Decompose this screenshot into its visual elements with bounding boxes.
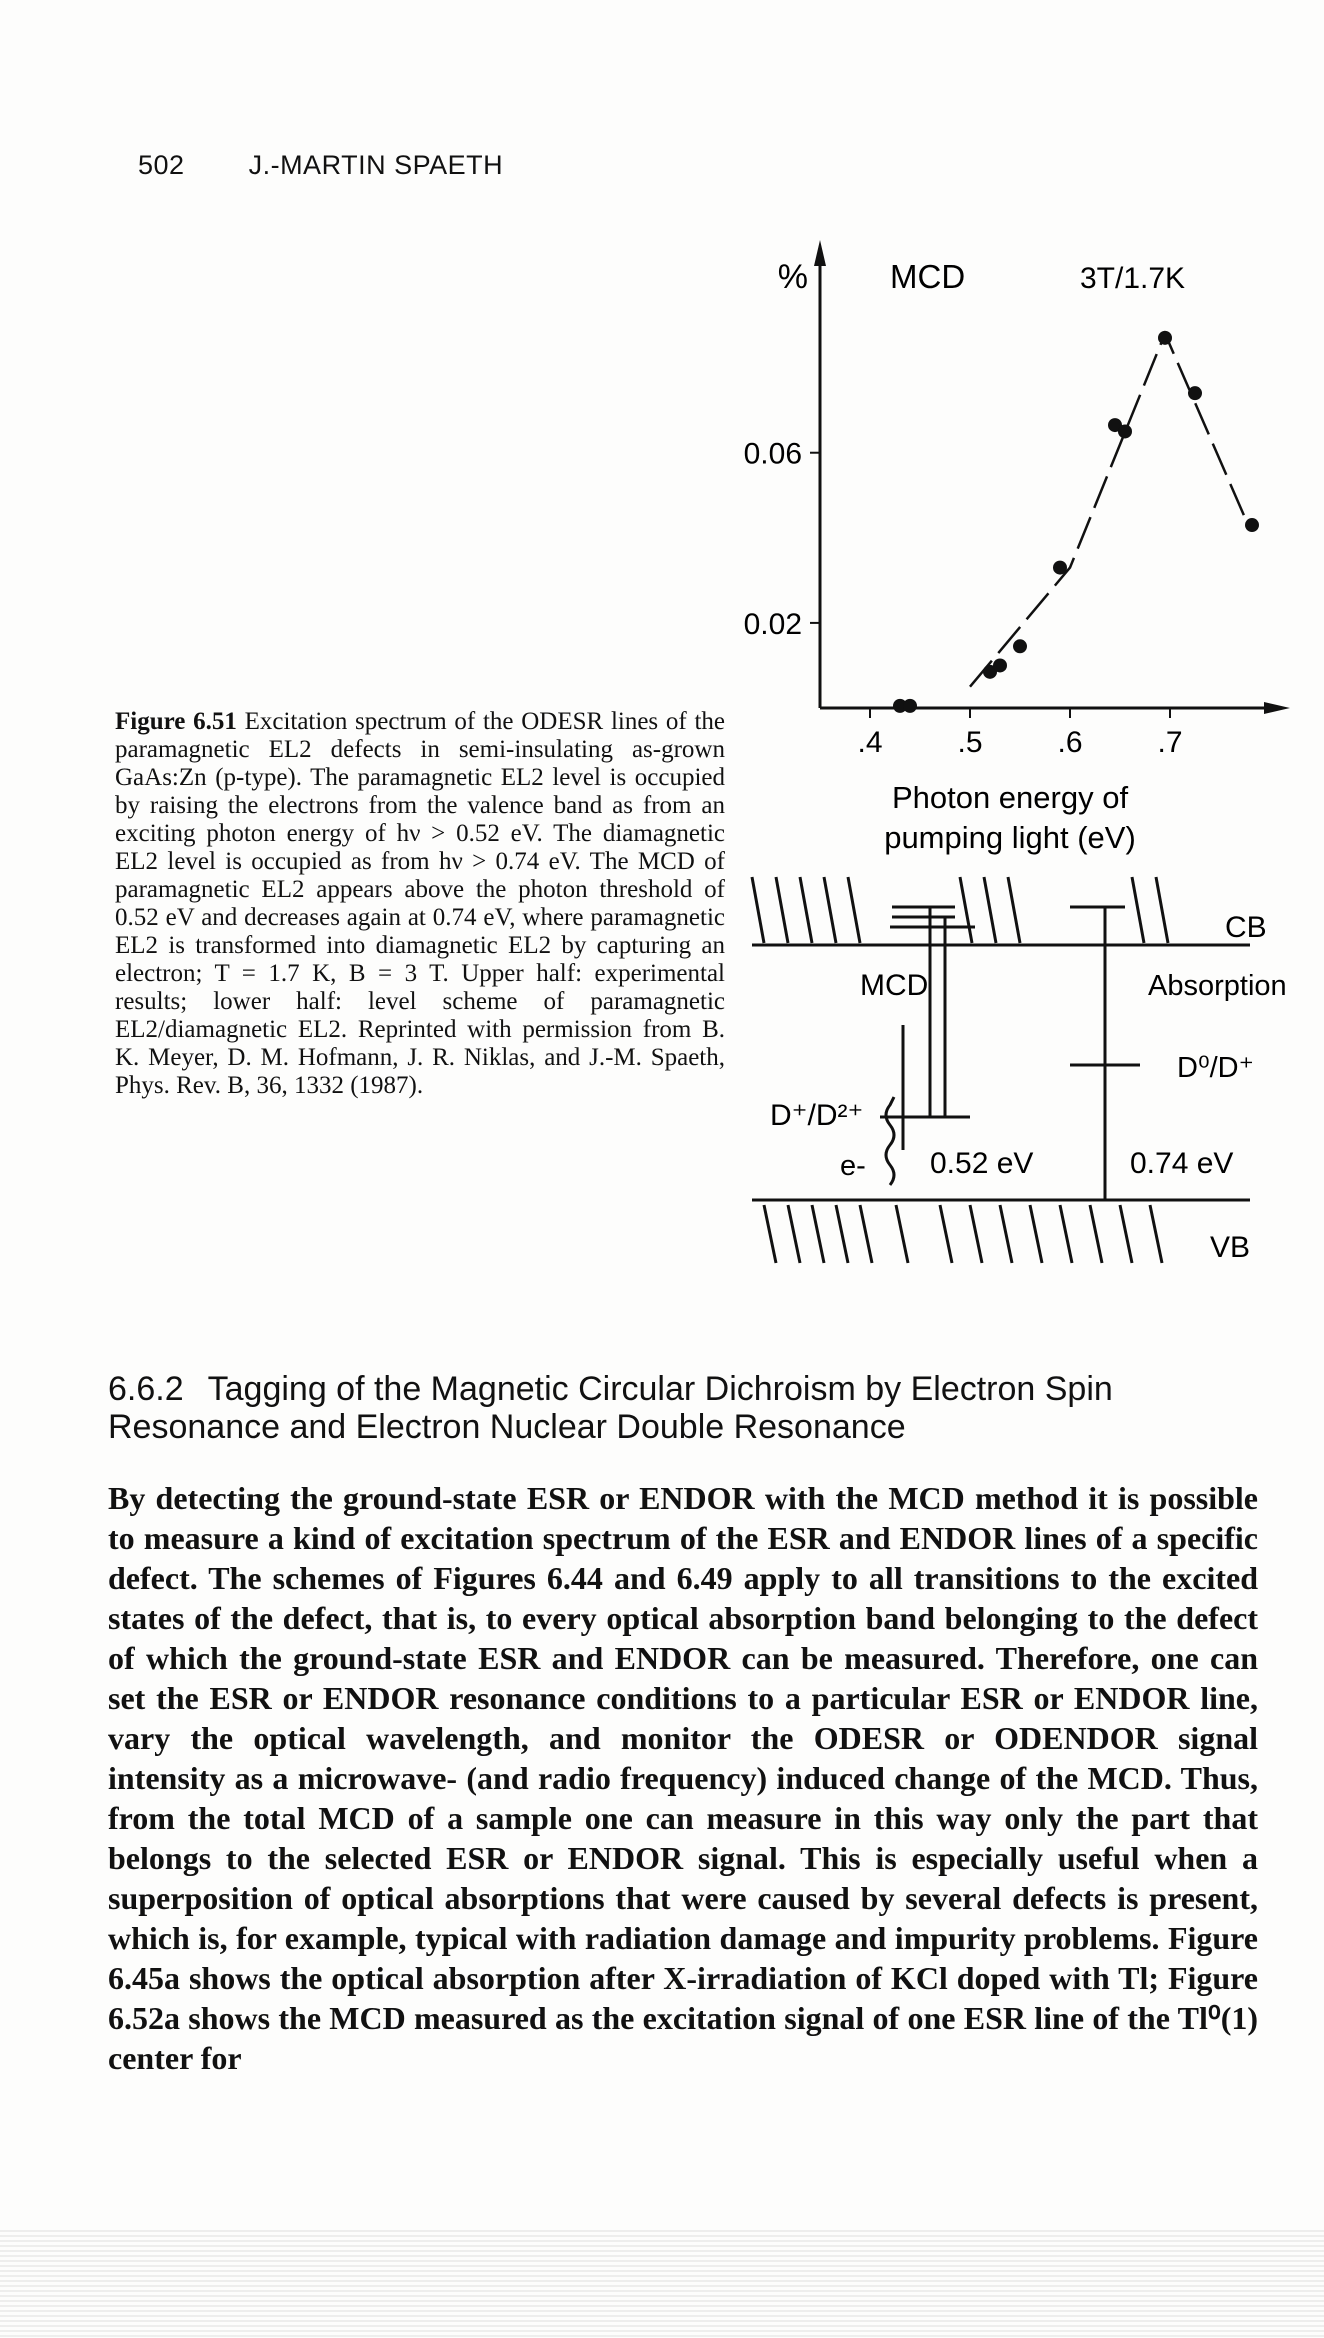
label-dplus-d2plus: D⁺/D²⁺ xyxy=(770,1099,864,1132)
body-paragraph: By detecting the ground-state ESR or ENDOR with the MCD method it is possible to measure a kind of excitation spectrum of the ESR and ENDOR lines of a specific defect. The schemes of Figures 6.44 and 6.49 apply to all transitions to the excited states of the defect, that is, to every optical absorption band belonging to the defect of which the ground-state ESR and ENDOR can be measured. Therefore, one can set the ESR or ENDOR resonance conditions to a particular ESR or ENDOR line, vary the optical wavelength, and monitor the ODESR or ODENDOR signal intensity as a microwave- (and radio frequency) induced change of the MCD. Thus, from the total MCD of a sample one can measure in this way only the part that belongs to the selected ESR or ENDOR signal. This is especially useful when a superposition of optical absorptions that were caused by several defects is present, which is, for example, typical with radiation damage and impurity problems. Figure 6.45a shows the optical absorption after X-irradiation of KCl doped with Tl; Figure 6.52a shows the MCD measured as the excitation signal of one ESR line of the Tl⁰(1) center for xyxy=(108,1480,1258,2076)
level-scheme-diagram xyxy=(740,855,1320,1285)
figure-caption-text: Excitation spectrum of the ODESR lines of the paramagnetic EL2 defects in semi-insulating as-grown GaAs:Zn (p-type). The paramagnetic EL2 level is occupied by raising the electrons from the valence band as from an exciting photon energy of hν > 0.52 eV. The diamagnetic EL2 level is occupied as from hν > 0.74 eV. The MCD of paramagnetic EL2 appears above the photon threshold of 0.52 eV and decreases again at 0.74 eV, where paramagnetic EL2 is transformed into diamagnetic EL2 by capturing an electron; T = 1.7 K, B = 3 T. Upper half: experimental results; lower half: level scheme of paramagnetic EL2/diamagnetic EL2. Reprinted with permission from B. K. Meyer, D. M. Hofmann, J. R. Niklas, and J.-M. Spaeth, Phys. Rev. B, 36, 1332 (1987). xyxy=(115,708,725,1099)
label-d0-dplus: D⁰/D⁺ xyxy=(1177,1052,1254,1084)
chart-title: MCD xyxy=(890,258,966,295)
figure-caption-label: Figure 6.51 xyxy=(115,708,237,735)
x-tick-label: .6 xyxy=(1057,726,1083,759)
x-axis-label-line1: Photon energy of xyxy=(891,780,1129,815)
label-electron: e- xyxy=(840,1150,866,1182)
figure-caption xyxy=(115,708,725,1100)
mcd-excitation-chart xyxy=(700,230,1300,870)
x-tick-label: .7 xyxy=(1157,726,1183,759)
scan-noise xyxy=(0,2230,1324,2338)
data-point xyxy=(903,699,917,713)
y-tick-label: 0.06 xyxy=(743,437,802,471)
section-number: 6.6.2 xyxy=(108,1370,184,1408)
section-title: Tagging of the Magnetic Circular Dichroism by Electron Spin Resonance and Electron Nuclear Double Resonance xyxy=(108,1370,1113,1446)
running-header xyxy=(138,150,503,181)
chart-annotation: 3T/1.7K xyxy=(1080,262,1186,295)
chart-tick-labels xyxy=(744,438,1183,759)
y-axis-unit: % xyxy=(777,258,808,296)
x-tick-label: .4 xyxy=(857,726,883,759)
chart-axes xyxy=(810,240,1290,718)
y-axis-arrowhead xyxy=(814,240,826,266)
data-point xyxy=(1188,386,1202,400)
running-title: J.-MARTIN SPAETH xyxy=(248,150,504,180)
label-absorption: Absorption xyxy=(1148,970,1287,1002)
x-axis-arrowhead xyxy=(1264,702,1290,714)
page-number: 502 xyxy=(138,150,185,180)
chart-fit-line xyxy=(970,334,1250,687)
data-point xyxy=(1053,561,1067,575)
valence-band-hatching xyxy=(764,1205,1162,1263)
label-052ev: 0.52 eV xyxy=(930,1147,1034,1180)
data-point xyxy=(1158,331,1172,345)
y-tick-label: 0.02 xyxy=(743,607,802,641)
label-074ev: 0.74 eV xyxy=(1130,1147,1234,1180)
section-heading xyxy=(108,1370,1248,1446)
data-point xyxy=(1013,639,1027,653)
electron-capture-wiggle xyxy=(886,1097,894,1185)
data-point xyxy=(1118,424,1132,438)
data-point xyxy=(993,658,1007,672)
x-axis-label-line2: pumping light (eV) xyxy=(884,820,1136,855)
chart-points xyxy=(893,331,1259,713)
label-cb: CB xyxy=(1225,911,1267,944)
label-mcd: MCD xyxy=(860,969,929,1002)
label-vb: VB xyxy=(1210,1231,1251,1264)
data-point xyxy=(1245,518,1259,532)
x-tick-label: .5 xyxy=(957,726,983,759)
fit-line xyxy=(970,334,1250,687)
body-text xyxy=(108,1478,1258,2078)
